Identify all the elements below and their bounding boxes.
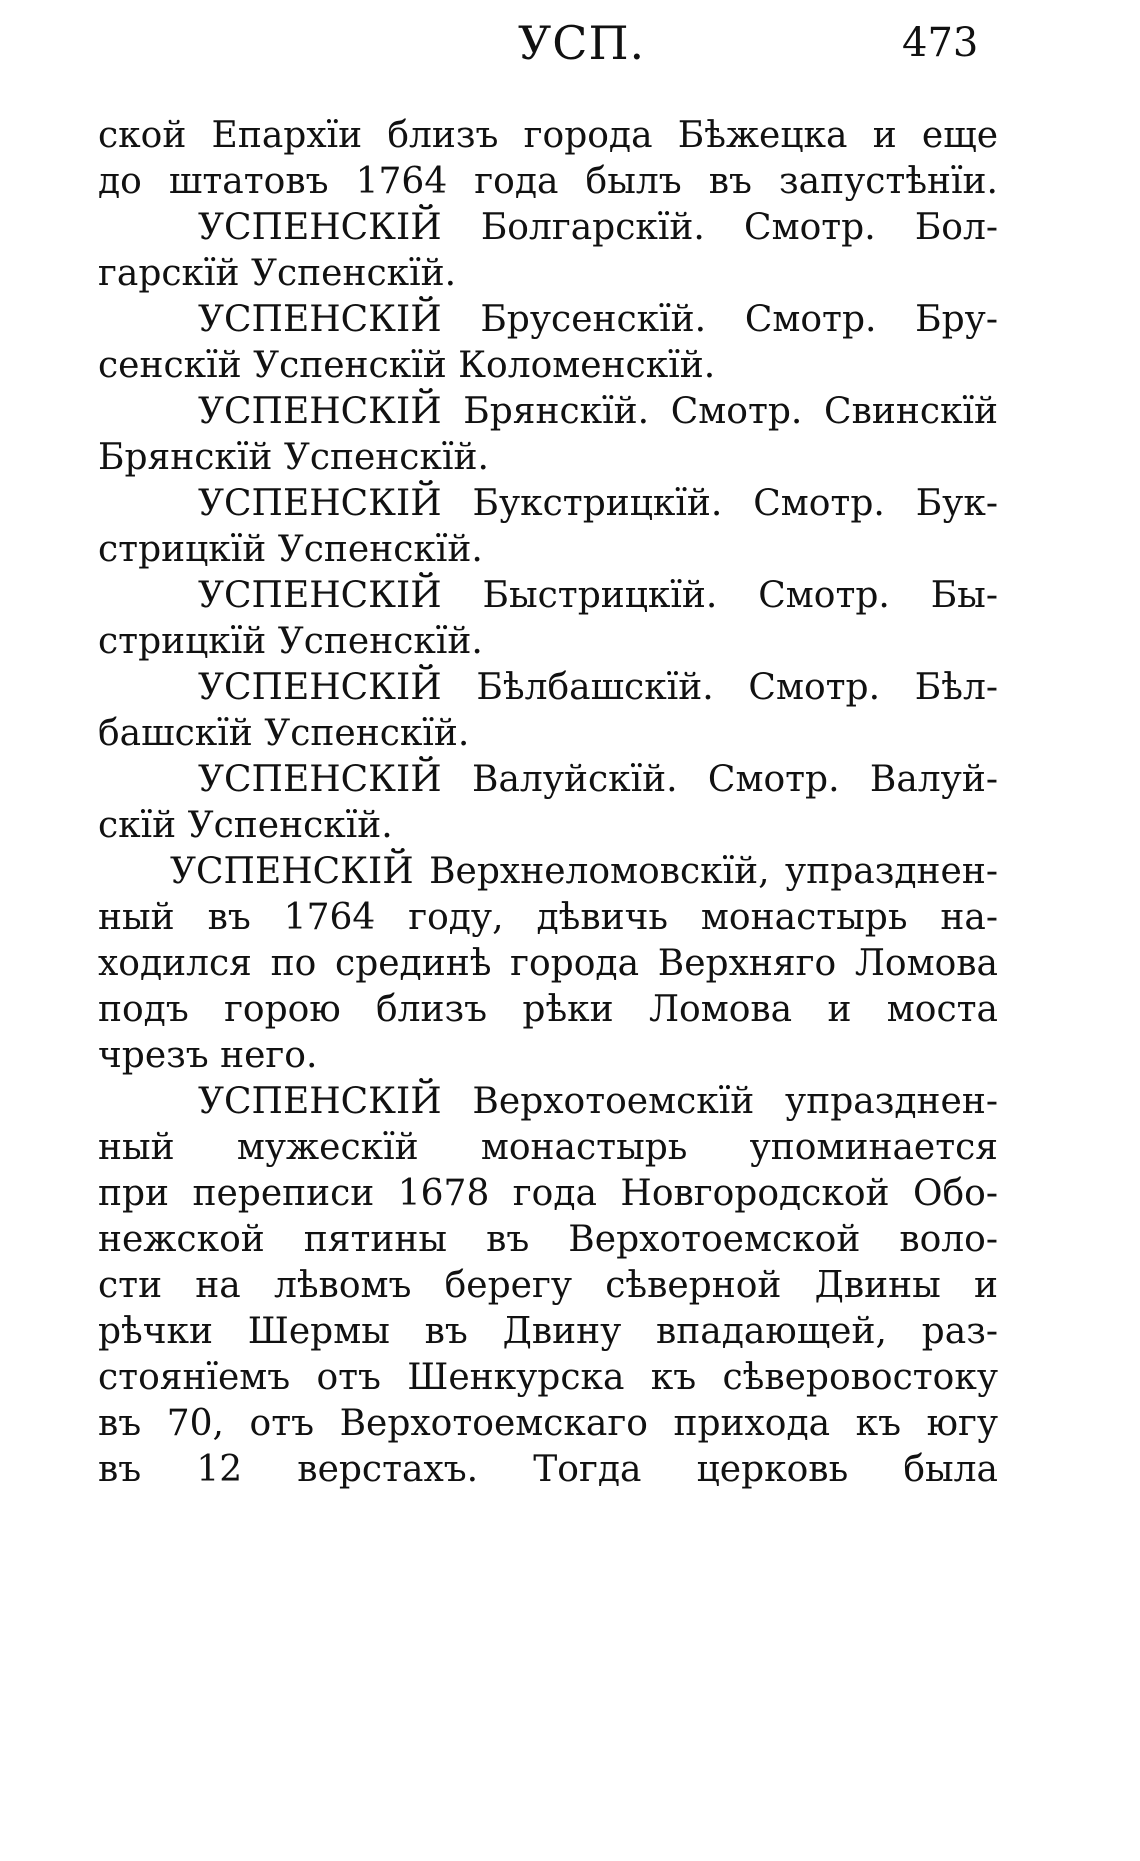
text-line: до штатовъ 1764 года былъ въ запустѣнїи. xyxy=(98,161,998,202)
text-line: нежской пятины въ Верхотоемской воло- xyxy=(98,1219,998,1260)
text-line: скїй Успенскїй. xyxy=(98,805,393,846)
text-line: въ 70, отъ Верхотоемскаго прихода къ югу xyxy=(98,1403,998,1444)
text-line: при переписи 1678 года Новгородской Обо- xyxy=(98,1173,998,1214)
text-line: гарскїй Успенскїй. xyxy=(98,253,457,294)
entry-headline: УСПЕНСКIЙ Верхнеломовскїй, упразднен- xyxy=(170,851,998,892)
text-line: ный мужескїй монастырь упоминается xyxy=(98,1127,998,1168)
entry-headline: УСПЕНСКIЙ Бѣлбашскїй. Смотр. Бѣл- xyxy=(198,667,998,708)
text-line: башскїй Успенскїй. xyxy=(98,713,470,754)
text-line: въ 12 верстахъ. Тогда церковь была xyxy=(98,1449,998,1490)
text-line: сенскїй Успенскїй Коломенскїй. xyxy=(98,345,716,386)
entry-headline: УСПЕНСКIЙ Брусенскїй. Смотр. Бру- xyxy=(198,299,998,340)
text-line: подъ горою близъ рѣки Ломова и моста xyxy=(98,989,998,1030)
entry-headline: УСПЕНСКIЙ Брянскїй. Смотр. Свинскїй xyxy=(198,391,998,432)
page-header xyxy=(0,14,1140,74)
entry-headline: УСПЕНСКIЙ Болгарскїй. Смотр. Бол- xyxy=(198,207,998,248)
running-head: УСП. xyxy=(518,16,646,70)
text-line: ный въ 1764 году, дѣвичь монастырь на- xyxy=(98,897,998,938)
text-line: чрезъ него. xyxy=(98,1035,318,1076)
text-line: рѣчки Шермы въ Двину впадающей, раз- xyxy=(98,1311,998,1352)
text-line: стоянїемъ отъ Шенкурска къ сѣверовостоку xyxy=(98,1357,998,1398)
text-line: Брянскїй Успенскїй. xyxy=(98,437,489,478)
page-number: 473 xyxy=(902,20,979,66)
entry-headline: УСПЕНСКIЙ Букстрицкїй. Смотр. Бук- xyxy=(198,483,998,524)
text-line: ходился по срединѣ города Верхняго Ломова xyxy=(98,943,998,984)
text-line: стрицкїй Успенскїй. xyxy=(98,529,483,570)
text-line: ской Епархїи близъ города Бѣжецка и еще xyxy=(98,115,998,156)
entry-headline: УСПЕНСКIЙ Верхотоемскїй упразднен- xyxy=(198,1081,998,1122)
entry-headline: УСПЕНСКIЙ Быстрицкїй. Смотр. Бы- xyxy=(198,575,998,616)
entry-headline: УСПЕНСКIЙ Валуйскїй. Смотр. Валуй- xyxy=(198,759,998,800)
text-line: сти на лѣвомъ берегу сѣверной Двины и xyxy=(98,1265,998,1306)
text-line: стрицкїй Успенскїй. xyxy=(98,621,483,662)
